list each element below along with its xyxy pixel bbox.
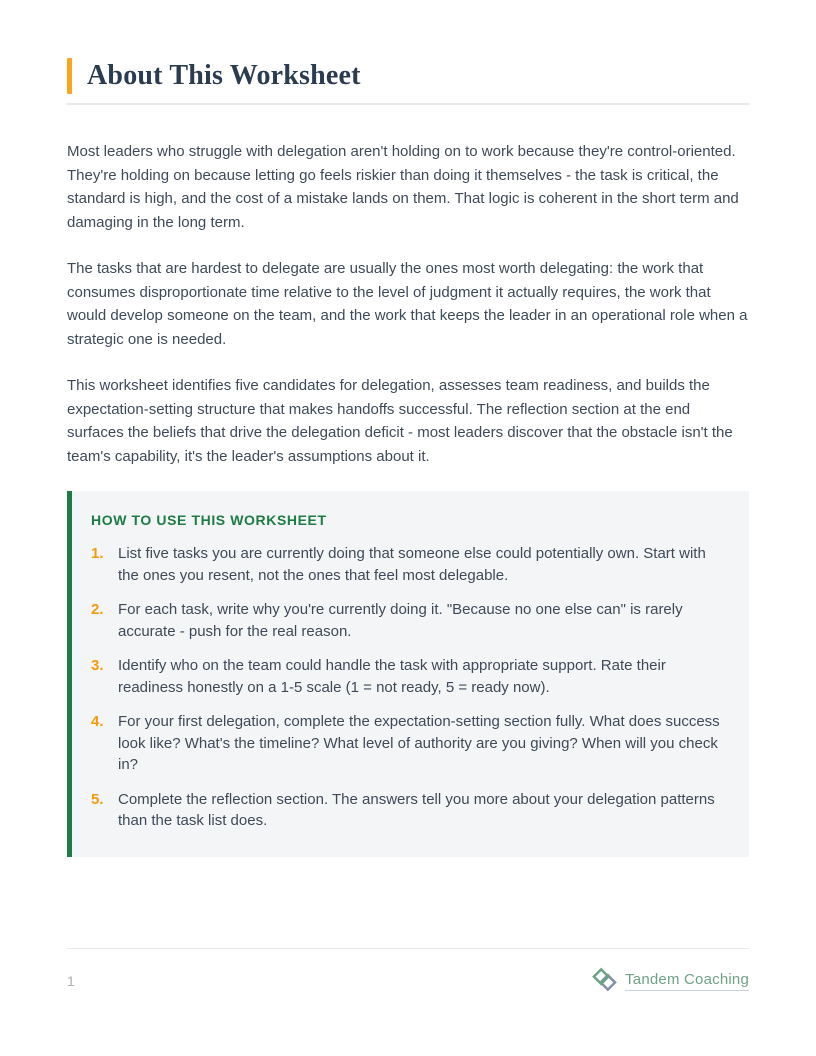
page-title: About This Worksheet bbox=[87, 60, 361, 91]
tandem-diamond-icon bbox=[591, 966, 618, 995]
intro-paragraph-3: This worksheet identifies five candidates for delegation, assesses team readiness, and builds the expectation-setting structure that makes handoffs successful. The reflection section at the end surfaces the beliefs that drive the delegation deficit - most leaders discover that the obstacle isn't the team's capability, it's the leader's assumptions about it. bbox=[67, 377, 733, 465]
how-to-list bbox=[91, 543, 723, 832]
worksheet-intro bbox=[67, 140, 749, 857]
list-item bbox=[91, 711, 723, 776]
list-item-text: For your first delegation, complete the expectation-setting section fully. What does success look like? What's the timeline? What level of authority are you giving? When will you check in? bbox=[118, 713, 720, 773]
brand-logo-link[interactable] bbox=[591, 966, 749, 995]
intro-paragraph-2: The tasks that are hardest to delegate are usually the ones most worth delegating: the work that consumes disproportionate time relative to the level of judgment it actually requires, the work that would develop someone on the team, and the work that keeps the leader in an operational role when a strategic one is needed. bbox=[67, 260, 748, 348]
how-to-heading: HOW TO USE THIS WORKSHEET bbox=[91, 512, 327, 528]
footer-divider bbox=[67, 948, 749, 949]
list-item bbox=[91, 543, 723, 586]
how-to-use-box bbox=[67, 491, 749, 857]
list-item-text: Complete the reflection section. The answers tell you more about your delegation patterns than the task list does. bbox=[118, 790, 715, 829]
page-footer bbox=[67, 948, 749, 995]
list-item-number: 4. bbox=[91, 713, 104, 730]
intro-paragraph-1: Most leaders who struggle with delegation aren't holding on to work because they're control-oriented. They're holding on because letting go feels riskier than doing it themselves - the task is critical, the standard is high, and the cost of a mistake lands on them. That logic is coherent in the short term and damaging in the long term. bbox=[67, 143, 739, 231]
title-row bbox=[67, 58, 749, 94]
list-item bbox=[91, 599, 723, 642]
list-item-text: Identify who on the team could handle the task with appropriate support. Rate their readiness honestly on a 1-5 scale (1 = not ready, 5 = ready now). bbox=[118, 657, 666, 696]
list-item-text: List five tasks you are currently doing that someone else could potentially own. Start with the ones you resent, not the ones that feel most delegable. bbox=[118, 545, 706, 584]
list-item-number: 2. bbox=[91, 601, 104, 618]
list-item bbox=[91, 789, 723, 832]
page-number: 1 bbox=[67, 972, 75, 989]
list-item-number: 1. bbox=[91, 545, 104, 562]
list-item-text: For each task, write why you're currently doing it. "Because no one else can" is rarely accurate - push for the real reason. bbox=[118, 601, 683, 640]
list-item bbox=[91, 655, 723, 698]
footer-row bbox=[67, 966, 749, 995]
page-header bbox=[67, 58, 749, 105]
title-accent-bar bbox=[67, 58, 72, 94]
list-item-number: 3. bbox=[91, 657, 104, 674]
title-divider bbox=[67, 103, 749, 105]
list-item-number: 5. bbox=[91, 790, 104, 808]
brand-name: Tandem Coaching bbox=[625, 971, 749, 991]
